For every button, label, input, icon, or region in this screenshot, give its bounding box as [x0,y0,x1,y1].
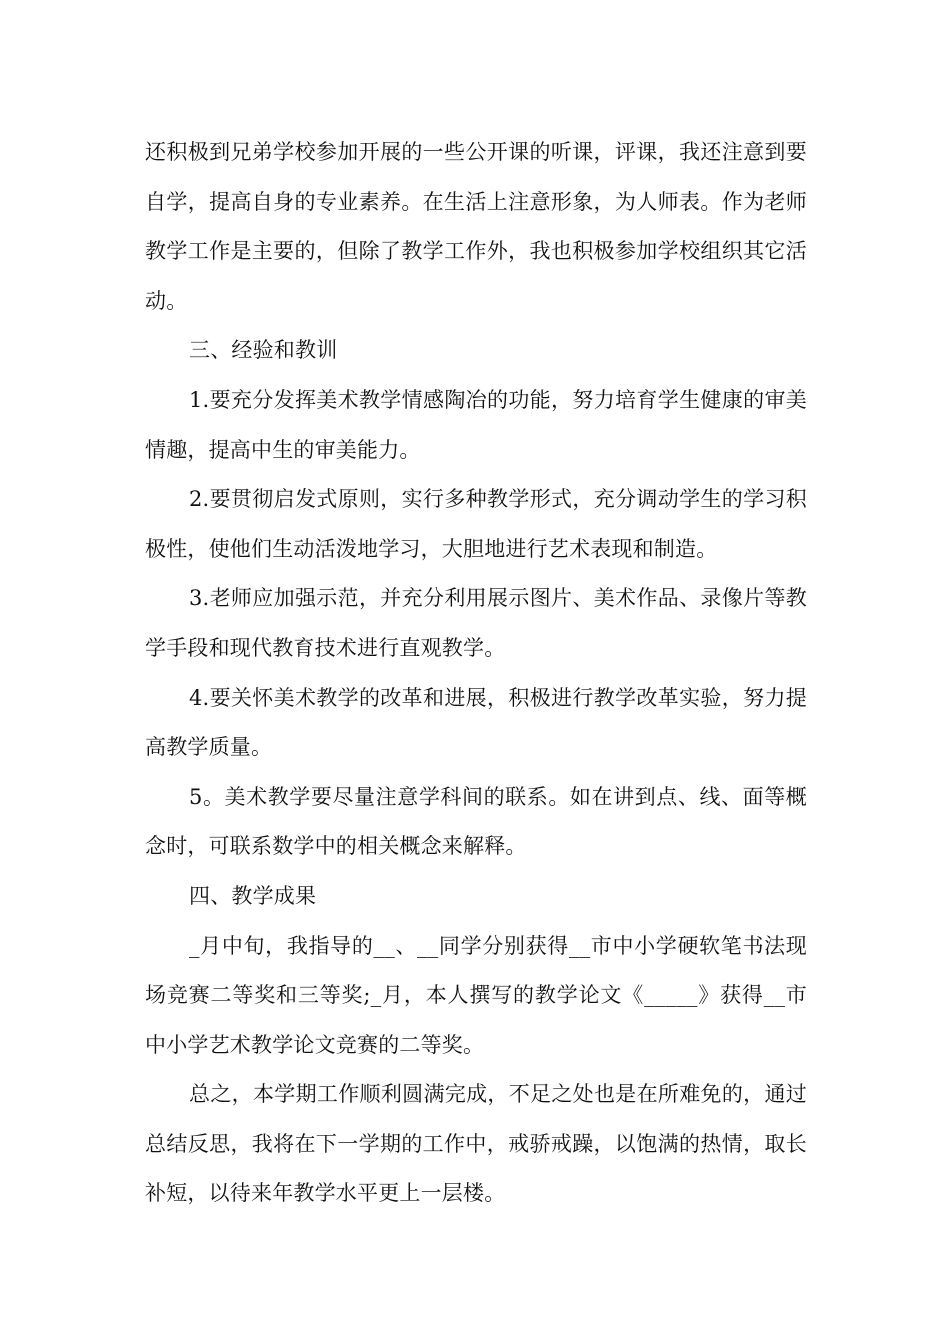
list-item-3: 3.老师应加强示范，并充分利用展示图片、美术作品、录像片等教学手段和现代教育技术进行直观教学。 [145,586,807,660]
list-item-2: 2.要贯彻启发式原则，实行多种教学形式，充分调动学生的学习积极性，使他们生动活泼地学习，大胆地进行艺术表现和制造。 [145,487,807,561]
paragraph-continuation: 还积极到兄弟学校参加开展的一些公开课的听课，评课，我还注意到要自学，提高自身的专业素养。在生活上注意形象，为人师表。作为老师教学工作是主要的，但除了教学工作外，我也积极参加学校组织其它活动。 [145,140,807,313]
list-item-5: 5。美术教学要尽量注意学科间的联系。如在讲到点、线、面等概念时，可联系数学中的相关概念来解释。 [145,784,807,859]
document-body [145,128,807,1219]
section-heading-results: 四、教学成果 [189,883,317,908]
paragraph-results: _月中旬，我指导的__、__同学分别获得__市中小学硬软笔书法现场竞赛二等奖和三等奖;_月，本人撰写的教学论文《_____》获得__市中小学艺术教学论文竞赛的二等奖。 [145,933,807,1057]
section-heading-experience: 三、经验和教训 [189,338,338,363]
list-item-1: 1.要充分发挥美术教学情感陶冶的功能，努力培育学生健康的审美情趣，提高中生的审美能力。 [145,387,807,462]
paragraph-conclusion: 总之，本学期工作顺利圆满完成，不足之处也是在所难免的，通过总结反思，我将在下一学期的工作中，戒骄戒躁，以饱满的热情，取长补短，以待来年教学水平更上一层楼。 [145,1082,807,1206]
list-item-4: 4.要关怀美术教学的改革和进展，积极进行教学改革实验，努力提高教学质量。 [145,685,807,760]
